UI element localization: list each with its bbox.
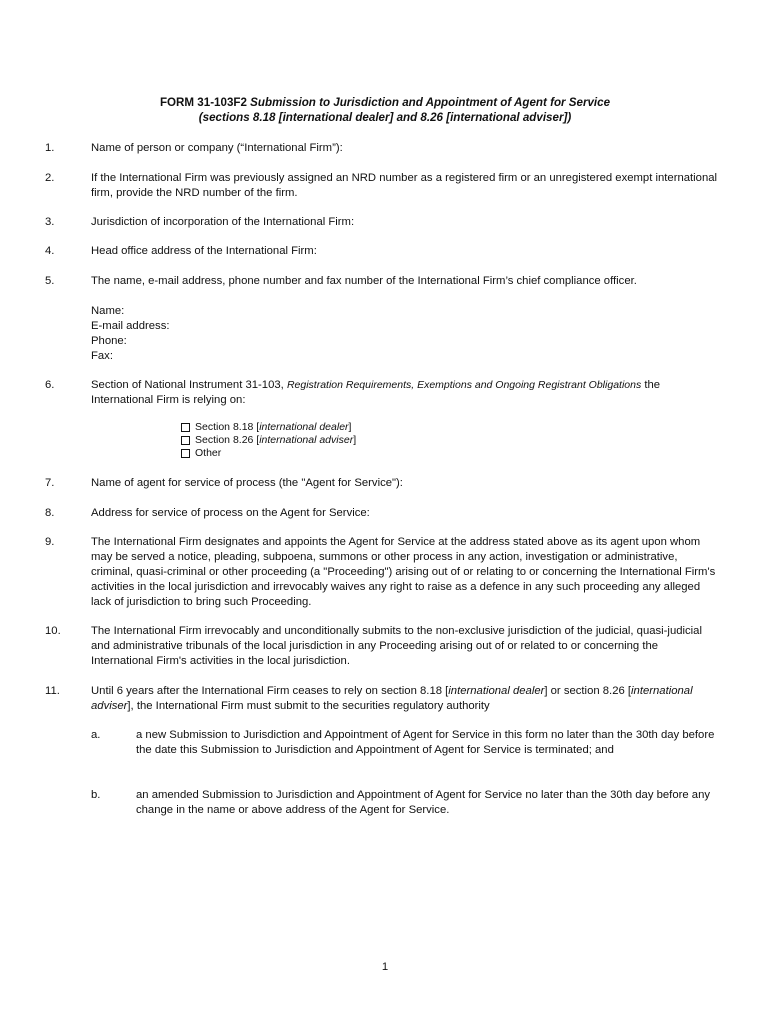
cco-field-phone: Phone: (91, 335, 127, 347)
option-section-8-18[interactable] (181, 421, 356, 434)
cco-field-email: E-mail address: (91, 320, 170, 332)
item-number: 4. (45, 245, 55, 257)
cco-field-fax: Fax: (91, 350, 113, 362)
form-sections: (sections 8.18 [international dealer] and 8.26 [international adviser]) (198, 111, 572, 124)
item-number: 1. (45, 142, 55, 154)
item-text: Jurisdiction of incorporation of the International Firm: (91, 216, 355, 228)
item-number: 2. (45, 172, 55, 184)
option-list (181, 421, 356, 460)
item-text (91, 378, 721, 408)
item-number: 10. (45, 625, 61, 637)
form-name: Submission to Jurisdiction and Appointment of Agent for Service (250, 96, 611, 109)
item-number: 6. (45, 379, 55, 391)
item-number: 3. (45, 216, 55, 228)
option-section-8-26[interactable] (181, 434, 356, 447)
item-number: 7. (45, 477, 55, 489)
form-title-line-1 (0, 95, 770, 110)
item-number: 8. (45, 507, 55, 519)
form-title-line-2 (0, 110, 770, 125)
item-text: Address for service of process on the Agent for Service: (91, 507, 370, 519)
checkbox[interactable] (181, 436, 190, 445)
page-number: 1 (381, 961, 389, 973)
item-6-text-before: Section of National Instrument 31-103, (91, 379, 287, 391)
item-text: The International Firm irrevocably and unconditionally submits to the non-exclusive jurisdiction of the judicial, quasi-judicial and administrative tribunals of the local jurisdiction in any Proceeding arising out of or related to or concerning the International Firm's activities in the local jurisdiction. (91, 625, 702, 667)
item-6-text-after: the International Firm is relying on: (91, 379, 661, 406)
item-number: 5. (45, 275, 55, 287)
instrument-title: Registration Requirements, Exemptions and Ongoing Registrant Obligations (286, 379, 642, 391)
form-code: FORM 31-103F2 (159, 96, 247, 109)
option-label: Other (195, 447, 222, 459)
item-text: The name, e-mail address, phone number and fax number of the International Firm’s chief compliance officer. (91, 275, 637, 287)
checkbox[interactable] (181, 423, 190, 432)
item-number: 11. (45, 685, 60, 697)
cco-field-name: Name: (91, 305, 125, 317)
item-text: The International Firm designates and appoints the Agent for Service at the address stated above as its agent upon whom may be served a notice, pleading, subpoena, summons or other process in any action, investigation or administrative, criminal, quasi-criminal or other proceeding (a "Proceeding") arising out of or relating to or concerning the International Firm's activities in the local jurisdiction and irrevocably waives any right to raise as a defence in any such proceeding any alleged lack of jurisdiction to bring such Proceeding. (91, 536, 716, 608)
subitem-letter: a. (91, 729, 101, 741)
subitem-text: a new Submission to Jurisdiction and Appointment of Agent for Service in this form no later than the 30th day before the date this Submission to Jurisdiction and Appointment of Agent for Service is terminated; and (136, 729, 715, 756)
item-text: If the International Firm was previously assigned an NRD number as a registered firm or an unregistered exempt international firm, provide the NRD number of the firm. (91, 172, 718, 199)
item-text: Name of person or company (“International Firm”): (91, 142, 343, 154)
item-text: Name of agent for service of process (the "Agent for Service"): (91, 477, 403, 489)
option-label: Section 8.26 [international adviser] (195, 434, 357, 446)
subitem-text: an amended Submission to Jurisdiction and Appointment of Agent for Service no later than the 30th day before any change in the name or above address of the Agent for Service. (136, 789, 710, 816)
checkbox[interactable] (181, 449, 190, 458)
item-text: Until 6 years after the International Firm ceases to rely on section 8.18 [international dealer] or section 8.26 [international adviser], the International Firm must submit to the securities regulatory authority (91, 685, 693, 712)
option-other[interactable] (181, 447, 356, 460)
item-number: 9. (45, 536, 55, 548)
option-label: Section 8.18 [international dealer] (195, 421, 352, 433)
subitem-letter: b. (91, 789, 101, 801)
item-text: Head office address of the International Firm: (91, 245, 317, 257)
